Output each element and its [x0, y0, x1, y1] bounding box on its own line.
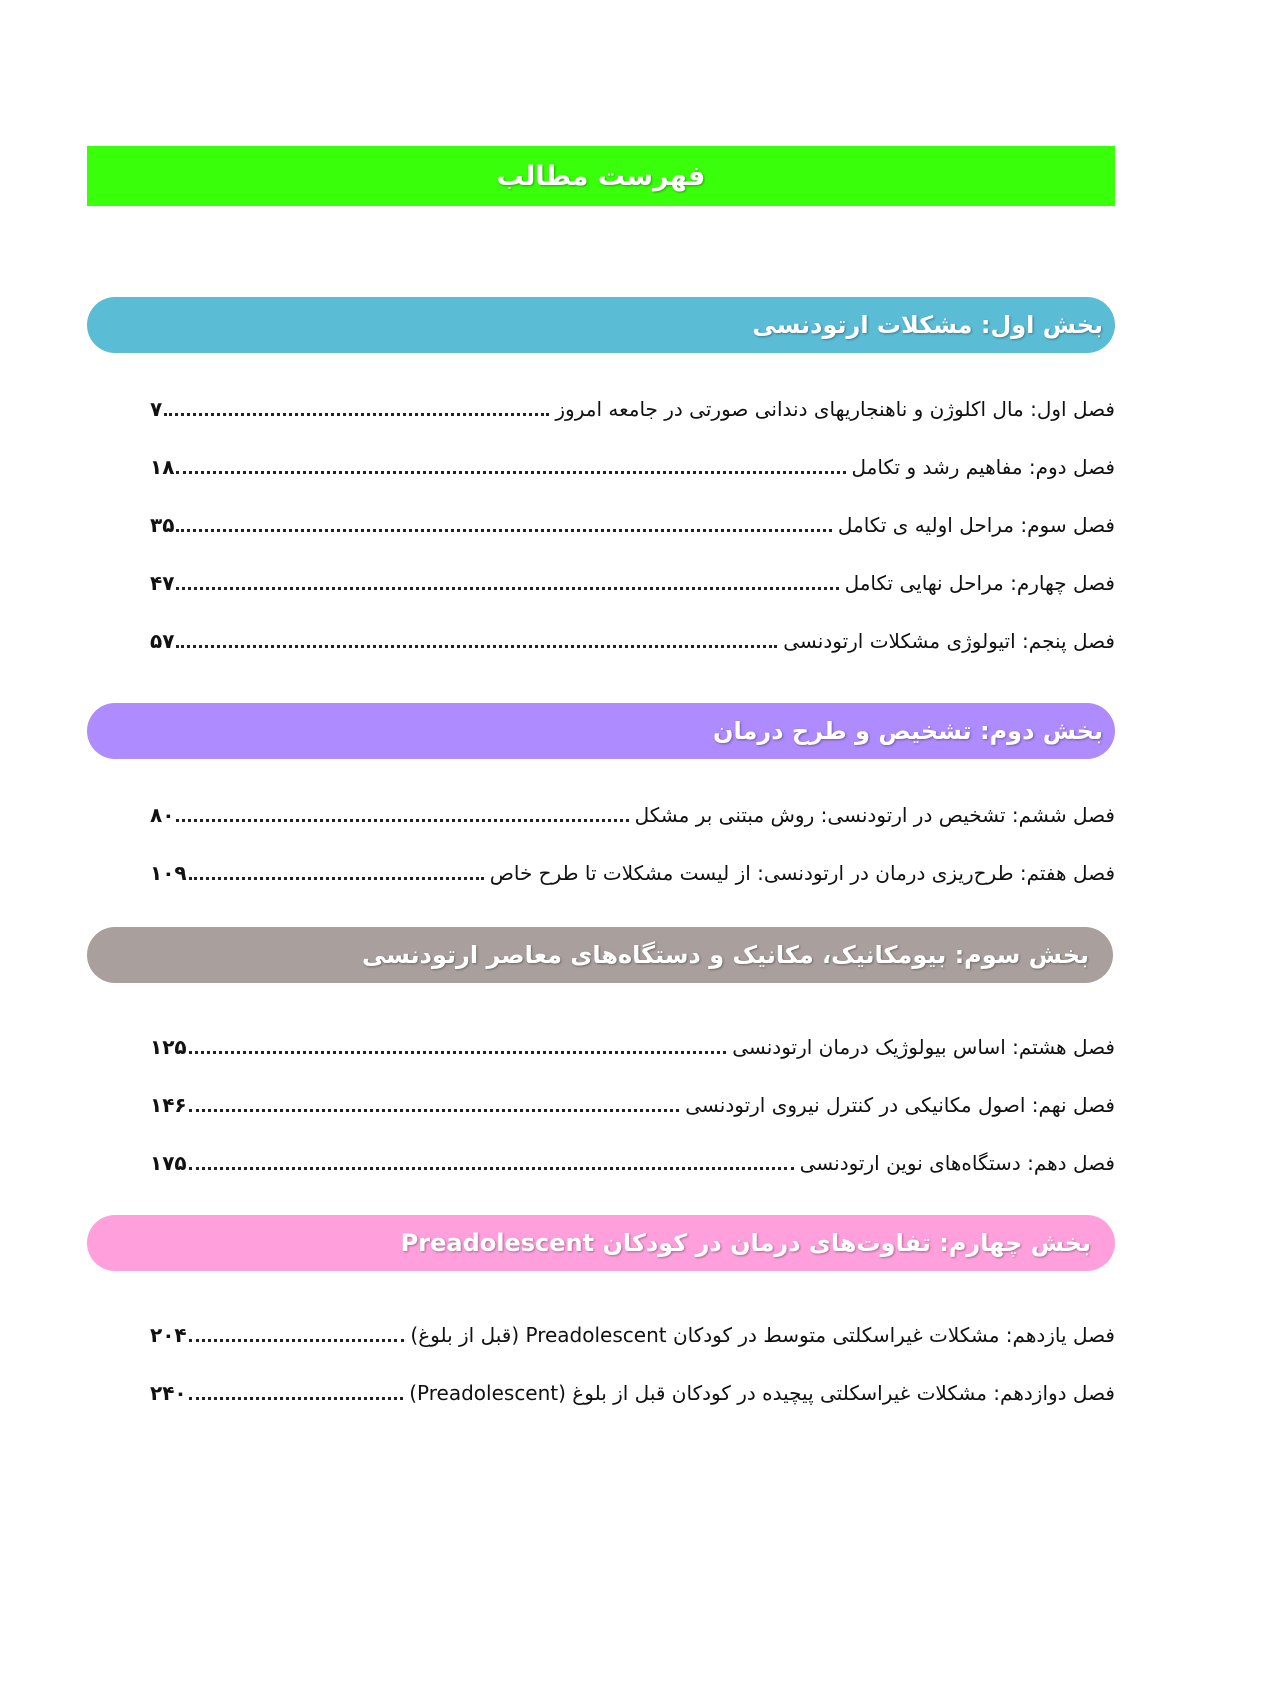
page-number: ۷	[150, 397, 163, 421]
page-title-bar	[87, 146, 1115, 206]
toc-entry-chapter-10[interactable]	[150, 1143, 1115, 1177]
chapter-title: فصل اول: مال اکلوژن و ناهنجاریهای دندانی صورتی در جامعه امروز	[555, 397, 1115, 421]
page-number: ۴۷	[150, 571, 175, 595]
part-1-title: بخش اول: مشکلات ارتودنسی	[752, 311, 1103, 339]
dot-leader	[176, 819, 628, 822]
chapter-title: فصل چهارم: مراحل نهایی تکامل	[844, 571, 1115, 595]
page-number: ۱۷۵	[150, 1151, 187, 1175]
part-1-header	[87, 297, 1115, 353]
part-3-title: بخش سوم: بیومکانیک، مکانیک و دستگاه‌های معاصر ارتودنسی	[361, 941, 1089, 969]
page-number: ۱۰۹	[150, 861, 187, 885]
dot-leader	[189, 1109, 680, 1112]
chapter-title: فصل پنجم: اتیولوژی مشکلات ارتودنسی	[783, 629, 1115, 653]
dot-leader	[176, 587, 838, 590]
toc-entry-chapter-5[interactable]	[150, 621, 1115, 655]
page-number: ۱۴۶	[150, 1093, 187, 1117]
chapter-title: فصل یازدهم: مشکلات غیراسکلتی متوسط در کودکان Preadolescent (قبل از بلوغ)	[410, 1323, 1115, 1347]
page-number: ۱۸	[150, 455, 175, 479]
dot-leader	[189, 1051, 727, 1054]
chapter-title: فصل سوم: مراحل اولیه ی تکامل	[837, 513, 1115, 537]
page-number: ۸۰	[150, 803, 175, 827]
dot-leader	[189, 1167, 794, 1170]
dot-leader	[189, 1397, 404, 1400]
toc-entry-chapter-8[interactable]	[150, 1027, 1115, 1061]
dot-leader	[189, 877, 484, 880]
dot-leader	[164, 413, 549, 416]
page-title: فهرست مطالب	[496, 160, 706, 192]
toc-entry-chapter-1[interactable]	[150, 389, 1115, 423]
toc-entry-chapter-4[interactable]	[150, 563, 1115, 597]
toc-entry-chapter-7[interactable]	[150, 853, 1115, 887]
chapter-title: فصل دهم: دستگاه‌های نوین ارتودنسی	[799, 1151, 1115, 1175]
dot-leader	[176, 471, 845, 474]
page-number: ۳۵	[150, 513, 175, 537]
toc-entry-chapter-2[interactable]	[150, 447, 1115, 481]
toc-entry-chapter-9[interactable]	[150, 1085, 1115, 1119]
dot-leader	[189, 1339, 405, 1342]
chapter-title: فصل دوم: مفاهیم رشد و تکامل	[851, 455, 1115, 479]
part-2-title: بخش دوم: تشخیص و طرح درمان	[713, 717, 1103, 745]
chapter-title: فصل دوازدهم: مشکلات غیراسکلتی پیچیده در کودکان قبل از بلوغ (Preadolescent)	[409, 1381, 1115, 1405]
part-4-header	[87, 1215, 1115, 1271]
page-number: ۲۴۰	[150, 1381, 187, 1405]
toc-entry-chapter-3[interactable]	[150, 505, 1115, 539]
dot-leader	[176, 529, 831, 532]
part-3-header	[87, 927, 1113, 983]
part-2-header	[87, 703, 1115, 759]
page-number: ۱۲۵	[150, 1035, 187, 1059]
part-4-title: بخش چهارم: تفاوت‌های درمان در کودکان Preadolescent	[400, 1229, 1091, 1257]
page-number: ۵۷	[150, 629, 175, 653]
toc-entry-chapter-6[interactable]	[150, 795, 1115, 829]
chapter-title: فصل ششم: تشخیص در ارتودنسی: روش مبتنی بر مشکل	[634, 803, 1115, 827]
chapter-title: فصل هشتم: اساس بیولوژیک درمان ارتودنسی	[732, 1035, 1115, 1059]
chapter-title: فصل نهم: اصول مکانیکی در کنترل نیروی ارتودنسی	[685, 1093, 1115, 1117]
dot-leader	[176, 645, 777, 648]
chapter-title: فصل هفتم: طرح‌ریزی درمان در ارتودنسی: از لیست مشکلات تا طرح خاص	[489, 861, 1115, 885]
toc-entry-chapter-11[interactable]	[150, 1315, 1115, 1349]
toc-entry-chapter-12[interactable]	[150, 1373, 1115, 1407]
page-number: ۲۰۴	[150, 1323, 187, 1347]
